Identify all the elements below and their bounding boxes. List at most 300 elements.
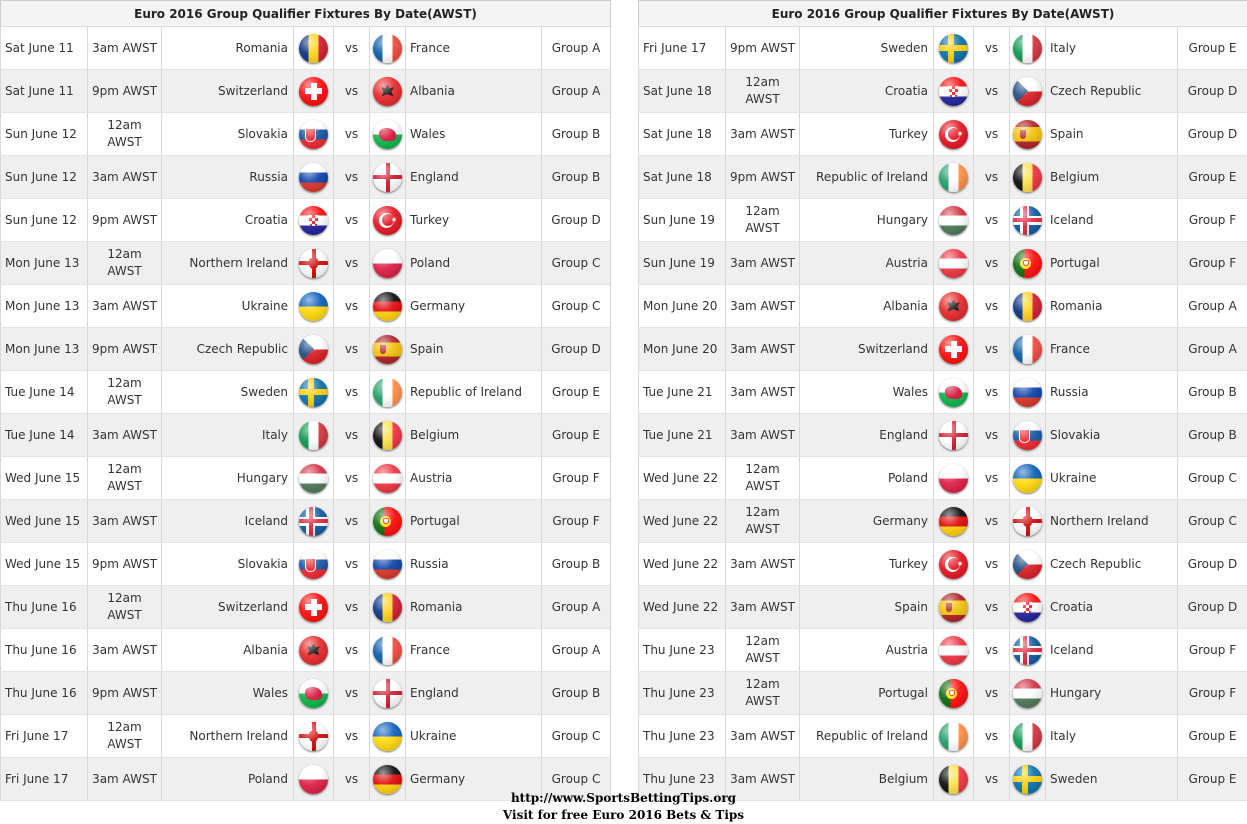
- vs-label: vs: [974, 543, 1010, 586]
- fixture-date: Mon June 13: [1, 285, 88, 328]
- vs-label: vs: [334, 586, 370, 629]
- fixture-time: 3am AWST: [88, 414, 162, 457]
- england-flag-icon: [373, 679, 402, 708]
- spain-flag-icon: [373, 335, 402, 364]
- fixture-date: Thu June 23: [639, 629, 726, 672]
- northern-ireland-flag-icon: [299, 722, 328, 751]
- fixture-row: [1, 371, 611, 414]
- england-flag-icon: [373, 163, 402, 192]
- vs-label: vs: [974, 285, 1010, 328]
- england-flag-icon: [939, 421, 968, 450]
- away-team: England: [406, 156, 542, 199]
- austria-flag-icon: [939, 636, 968, 665]
- home-team: Republic of Ireland: [800, 156, 934, 199]
- home-flag-cell: [934, 715, 974, 758]
- fixture-time: 3am AWST: [88, 285, 162, 328]
- home-team: Belgium: [800, 758, 934, 801]
- home-flag-cell: [294, 414, 334, 457]
- poland-flag-icon: [373, 249, 402, 278]
- fixture-date: Tue June 21: [639, 414, 726, 457]
- fixture-time: 3am AWST: [726, 758, 800, 801]
- away-team: Turkey: [406, 199, 542, 242]
- fixture-date: Tue June 21: [639, 371, 726, 414]
- romania-flag-icon: [373, 593, 402, 622]
- away-team: England: [406, 672, 542, 715]
- home-flag-cell: [294, 629, 334, 672]
- away-team: Austria: [406, 457, 542, 500]
- vs-label: vs: [974, 113, 1010, 156]
- iceland-flag-icon: [1013, 206, 1042, 235]
- czech-republic-flag-icon: [1013, 550, 1042, 579]
- away-flag-cell: [370, 70, 406, 113]
- wales-flag-icon: [299, 679, 328, 708]
- fixture-time: 3am AWST: [726, 113, 800, 156]
- group-label: Group D: [542, 328, 611, 371]
- away-team: Germany: [406, 758, 542, 801]
- away-team: Spain: [1046, 113, 1178, 156]
- turkey-flag-icon: [939, 120, 968, 149]
- away-flag-cell: [1010, 156, 1046, 199]
- germany-flag-icon: [939, 507, 968, 536]
- group-label: Group E: [542, 414, 611, 457]
- fixture-row: [1, 672, 611, 715]
- fixture-date: Sat June 18: [639, 156, 726, 199]
- austria-flag-icon: [939, 249, 968, 278]
- home-team: Iceland: [162, 500, 294, 543]
- vs-label: vs: [974, 242, 1010, 285]
- away-team: Romania: [1046, 285, 1178, 328]
- vs-label: vs: [974, 371, 1010, 414]
- home-flag-cell: [294, 328, 334, 371]
- away-flag-cell: [370, 543, 406, 586]
- home-team: Croatia: [162, 199, 294, 242]
- fixture-date: Thu June 23: [639, 672, 726, 715]
- fixture-row: [1, 113, 611, 156]
- home-flag-cell: [294, 586, 334, 629]
- away-team: Croatia: [1046, 586, 1178, 629]
- fixture-time: 3am AWST: [726, 543, 800, 586]
- ukraine-flag-icon: [373, 722, 402, 751]
- sweden-flag-icon: [939, 34, 968, 63]
- fixture-row: [639, 371, 1247, 414]
- slovakia-flag-icon: [299, 120, 328, 149]
- home-team: Poland: [800, 457, 934, 500]
- fixture-time: 3am AWST: [88, 758, 162, 801]
- iceland-flag-icon: [1013, 636, 1042, 665]
- fixture-time: 12am AWST: [88, 457, 162, 500]
- home-team: Romania: [162, 27, 294, 70]
- fixture-row: [1, 457, 611, 500]
- northern-ireland-flag-icon: [1013, 507, 1042, 536]
- away-flag-cell: [370, 457, 406, 500]
- vs-label: vs: [974, 199, 1010, 242]
- home-team: Slovakia: [162, 543, 294, 586]
- away-team: Portugal: [1046, 242, 1178, 285]
- fixture-row: [639, 199, 1247, 242]
- away-flag-cell: [370, 371, 406, 414]
- portugal-flag-icon: [939, 679, 968, 708]
- home-team: Austria: [800, 629, 934, 672]
- away-team: France: [406, 27, 542, 70]
- romania-flag-icon: [1013, 292, 1042, 321]
- home-flag-cell: [294, 457, 334, 500]
- fixture-date: Mon June 20: [639, 285, 726, 328]
- northern-ireland-flag-icon: [299, 249, 328, 278]
- away-flag-cell: [370, 328, 406, 371]
- group-label: Group F: [542, 457, 611, 500]
- home-flag-cell: [934, 629, 974, 672]
- away-team: Hungary: [1046, 672, 1178, 715]
- belgium-flag-icon: [939, 765, 968, 794]
- away-team: Belgium: [406, 414, 542, 457]
- home-team: Switzerland: [800, 328, 934, 371]
- away-flag-cell: [1010, 457, 1046, 500]
- fixture-date: Mon June 13: [1, 242, 88, 285]
- vs-label: vs: [334, 371, 370, 414]
- group-label: Group C: [542, 715, 611, 758]
- away-team: Romania: [406, 586, 542, 629]
- ukraine-flag-icon: [1013, 464, 1042, 493]
- vs-label: vs: [974, 629, 1010, 672]
- home-flag-cell: [934, 113, 974, 156]
- czech-republic-flag-icon: [299, 335, 328, 364]
- group-label: Group A: [542, 586, 611, 629]
- group-label: Group B: [542, 156, 611, 199]
- vs-label: vs: [334, 629, 370, 672]
- switzerland-flag-icon: [299, 77, 328, 106]
- fixture-time: 3am AWST: [726, 715, 800, 758]
- fixture-date: Mon June 13: [1, 328, 88, 371]
- hungary-flag-icon: [1013, 679, 1042, 708]
- vs-label: vs: [974, 70, 1010, 113]
- vs-label: vs: [974, 27, 1010, 70]
- fixture-row: [1, 199, 611, 242]
- fixture-date: Wed June 22: [639, 543, 726, 586]
- fixture-row: [1, 70, 611, 113]
- fixture-time: 12am AWST: [726, 199, 800, 242]
- fixture-row: [1, 586, 611, 629]
- vs-label: vs: [334, 414, 370, 457]
- fixture-row: [639, 629, 1247, 672]
- fixture-row: [639, 242, 1247, 285]
- vs-label: vs: [334, 242, 370, 285]
- away-team: Italy: [1046, 27, 1178, 70]
- fixture-row: [639, 70, 1247, 113]
- ukraine-flag-icon: [299, 292, 328, 321]
- fixture-row: [639, 672, 1247, 715]
- fixture-date: Fri June 17: [639, 27, 726, 70]
- fixture-time: 3am AWST: [726, 371, 800, 414]
- ireland-flag-icon: [373, 378, 402, 407]
- home-team: Sweden: [162, 371, 294, 414]
- fixture-time: 3am AWST: [726, 328, 800, 371]
- away-team: France: [1046, 328, 1178, 371]
- group-label: Group D: [542, 199, 611, 242]
- home-team: Northern Ireland: [162, 242, 294, 285]
- away-flag-cell: [1010, 242, 1046, 285]
- group-label: Group E: [1178, 715, 1247, 758]
- group-label: Group E: [1178, 156, 1247, 199]
- fixture-date: Wed June 22: [639, 500, 726, 543]
- home-flag-cell: [294, 70, 334, 113]
- group-label: Group D: [1178, 113, 1247, 156]
- group-label: Group C: [542, 242, 611, 285]
- hungary-flag-icon: [299, 464, 328, 493]
- fixture-time: 3am AWST: [726, 586, 800, 629]
- away-flag-cell: [370, 500, 406, 543]
- portugal-flag-icon: [1013, 249, 1042, 278]
- away-flag-cell: [370, 156, 406, 199]
- footer-url: http://www.SportsBettingTips.org: [510, 791, 737, 805]
- wales-flag-icon: [373, 120, 402, 149]
- home-team: Switzerland: [162, 70, 294, 113]
- vs-label: vs: [974, 715, 1010, 758]
- home-flag-cell: [294, 715, 334, 758]
- hungary-flag-icon: [939, 206, 968, 235]
- home-flag-cell: [294, 242, 334, 285]
- vs-label: vs: [974, 156, 1010, 199]
- fixture-time: 9pm AWST: [726, 156, 800, 199]
- away-team: Poland: [406, 242, 542, 285]
- fixture-row: [1, 543, 611, 586]
- group-label: Group E: [542, 371, 611, 414]
- away-team: Russia: [1046, 371, 1178, 414]
- home-flag-cell: [294, 371, 334, 414]
- fixture-date: Fri June 17: [1, 758, 88, 801]
- group-label: Group C: [542, 285, 611, 328]
- fixture-row: [1, 715, 611, 758]
- away-team: Iceland: [1046, 199, 1178, 242]
- home-team: Italy: [162, 414, 294, 457]
- home-flag-cell: [294, 672, 334, 715]
- fixture-time: 9pm AWST: [88, 328, 162, 371]
- fixture-date: Thu June 23: [639, 715, 726, 758]
- fixture-time: 12am AWST: [88, 113, 162, 156]
- away-flag-cell: [1010, 27, 1046, 70]
- away-team: Republic of Ireland: [406, 371, 542, 414]
- fixture-date: Sun June 19: [639, 242, 726, 285]
- vs-label: vs: [334, 543, 370, 586]
- home-flag-cell: [934, 27, 974, 70]
- group-label: Group A: [1178, 285, 1247, 328]
- albania-flag-icon: [373, 77, 402, 106]
- fixture-time: 3am AWST: [726, 285, 800, 328]
- france-flag-icon: [373, 636, 402, 665]
- belgium-flag-icon: [373, 421, 402, 450]
- belgium-flag-icon: [1013, 163, 1042, 192]
- fixture-date: Wed June 15: [1, 457, 88, 500]
- slovakia-flag-icon: [1013, 421, 1042, 450]
- away-team: Ukraine: [1046, 457, 1178, 500]
- fixture-date: Wed June 15: [1, 500, 88, 543]
- turkey-flag-icon: [373, 206, 402, 235]
- czech-republic-flag-icon: [1013, 77, 1042, 106]
- sweden-flag-icon: [299, 378, 328, 407]
- vs-label: vs: [334, 27, 370, 70]
- fixtures-table-left: [0, 0, 611, 801]
- poland-flag-icon: [299, 765, 328, 794]
- germany-flag-icon: [373, 292, 402, 321]
- fixture-row: [1, 156, 611, 199]
- fixture-time: 9pm AWST: [88, 70, 162, 113]
- vs-label: vs: [974, 672, 1010, 715]
- home-flag-cell: [934, 672, 974, 715]
- ireland-flag-icon: [939, 722, 968, 751]
- away-team: Czech Republic: [1046, 543, 1178, 586]
- fixture-row: [639, 543, 1247, 586]
- home-team: Turkey: [800, 543, 934, 586]
- group-label: Group A: [542, 70, 611, 113]
- away-flag-cell: [370, 242, 406, 285]
- russia-flag-icon: [299, 163, 328, 192]
- fixture-row: [1, 242, 611, 285]
- fixture-time: 12am AWST: [88, 715, 162, 758]
- croatia-flag-icon: [939, 77, 968, 106]
- germany-flag-icon: [373, 765, 402, 794]
- home-flag-cell: [294, 27, 334, 70]
- fixture-time: 3am AWST: [88, 27, 162, 70]
- home-team: Turkey: [800, 113, 934, 156]
- fixture-time: 3am AWST: [726, 242, 800, 285]
- away-team: France: [406, 629, 542, 672]
- vs-label: vs: [334, 199, 370, 242]
- fixture-row: [639, 457, 1247, 500]
- fixture-time: 12am AWST: [726, 672, 800, 715]
- home-flag-cell: [934, 414, 974, 457]
- fixture-time: 12am AWST: [726, 629, 800, 672]
- italy-flag-icon: [1013, 722, 1042, 751]
- fixture-date: Sat June 18: [639, 70, 726, 113]
- away-flag-cell: [1010, 543, 1046, 586]
- vs-label: vs: [974, 500, 1010, 543]
- away-flag-cell: [370, 715, 406, 758]
- home-team: Spain: [800, 586, 934, 629]
- fixture-time: 9pm AWST: [88, 672, 162, 715]
- home-flag-cell: [294, 156, 334, 199]
- away-team: Spain: [406, 328, 542, 371]
- poland-flag-icon: [939, 464, 968, 493]
- fixture-date: Fri June 17: [1, 715, 88, 758]
- italy-flag-icon: [1013, 34, 1042, 63]
- vs-label: vs: [334, 500, 370, 543]
- away-flag-cell: [1010, 70, 1046, 113]
- wales-flag-icon: [939, 378, 968, 407]
- home-team: Albania: [800, 285, 934, 328]
- away-team: Northern Ireland: [1046, 500, 1178, 543]
- group-label: Group D: [1178, 586, 1247, 629]
- away-team: Sweden: [1046, 758, 1178, 801]
- away-flag-cell: [370, 586, 406, 629]
- vs-label: vs: [974, 457, 1010, 500]
- home-flag-cell: [934, 242, 974, 285]
- croatia-flag-icon: [299, 206, 328, 235]
- fixture-time: 9pm AWST: [726, 27, 800, 70]
- fixture-row: [639, 500, 1247, 543]
- slovakia-flag-icon: [299, 550, 328, 579]
- home-flag-cell: [934, 70, 974, 113]
- fixture-time: 12am AWST: [88, 371, 162, 414]
- fixture-time: 9pm AWST: [88, 199, 162, 242]
- home-flag-cell: [934, 457, 974, 500]
- away-flag-cell: [1010, 500, 1046, 543]
- fixture-time: 3am AWST: [726, 414, 800, 457]
- away-team: Italy: [1046, 715, 1178, 758]
- away-team: Russia: [406, 543, 542, 586]
- fixture-row: [639, 586, 1247, 629]
- fixture-row: [1, 328, 611, 371]
- fixture-time: 3am AWST: [88, 500, 162, 543]
- home-team: Wales: [800, 371, 934, 414]
- home-team: Republic of Ireland: [800, 715, 934, 758]
- group-label: Group B: [1178, 414, 1247, 457]
- fixture-row: [639, 414, 1247, 457]
- away-flag-cell: [1010, 113, 1046, 156]
- home-flag-cell: [294, 500, 334, 543]
- away-flag-cell: [1010, 328, 1046, 371]
- vs-label: vs: [974, 414, 1010, 457]
- fixture-date: Tue June 14: [1, 371, 88, 414]
- away-team: Wales: [406, 113, 542, 156]
- home-team: Russia: [162, 156, 294, 199]
- away-team: Portugal: [406, 500, 542, 543]
- fixture-row: [639, 328, 1247, 371]
- fixture-time: 3am AWST: [88, 156, 162, 199]
- fixture-date: Wed June 22: [639, 457, 726, 500]
- vs-label: vs: [974, 586, 1010, 629]
- vs-label: vs: [334, 113, 370, 156]
- croatia-flag-icon: [1013, 593, 1042, 622]
- home-team: Austria: [800, 242, 934, 285]
- fixture-row: [639, 285, 1247, 328]
- vs-label: vs: [334, 758, 370, 801]
- home-team: Hungary: [162, 457, 294, 500]
- home-flag-cell: [294, 285, 334, 328]
- fixture-row: [1, 629, 611, 672]
- group-label: Group F: [1178, 672, 1247, 715]
- group-label: Group A: [1178, 328, 1247, 371]
- home-flag-cell: [934, 371, 974, 414]
- away-team: Belgium: [1046, 156, 1178, 199]
- group-label: Group B: [542, 113, 611, 156]
- fixture-row: [639, 715, 1247, 758]
- fixture-date: Sun June 12: [1, 113, 88, 156]
- romania-flag-icon: [299, 34, 328, 63]
- home-team: Czech Republic: [162, 328, 294, 371]
- away-flag-cell: [370, 113, 406, 156]
- home-team: Switzerland: [162, 586, 294, 629]
- fixture-time: 12am AWST: [88, 586, 162, 629]
- home-team: Northern Ireland: [162, 715, 294, 758]
- home-flag-cell: [934, 586, 974, 629]
- group-label: Group F: [1178, 629, 1247, 672]
- group-label: Group C: [542, 758, 611, 801]
- table-title: Euro 2016 Group Qualifier Fixtures By Date(AWST): [639, 1, 1247, 27]
- vs-label: vs: [334, 457, 370, 500]
- away-flag-cell: [370, 285, 406, 328]
- away-flag-cell: [370, 414, 406, 457]
- home-flag-cell: [934, 328, 974, 371]
- vs-label: vs: [974, 328, 1010, 371]
- fixture-time: 3am AWST: [88, 629, 162, 672]
- fixture-date: Mon June 20: [639, 328, 726, 371]
- fixture-row: [1, 285, 611, 328]
- group-label: Group C: [1178, 500, 1247, 543]
- group-label: Group D: [1178, 543, 1247, 586]
- fixtures-table-right: [638, 0, 1247, 801]
- away-flag-cell: [1010, 629, 1046, 672]
- away-flag-cell: [1010, 672, 1046, 715]
- fixture-row: [1, 414, 611, 457]
